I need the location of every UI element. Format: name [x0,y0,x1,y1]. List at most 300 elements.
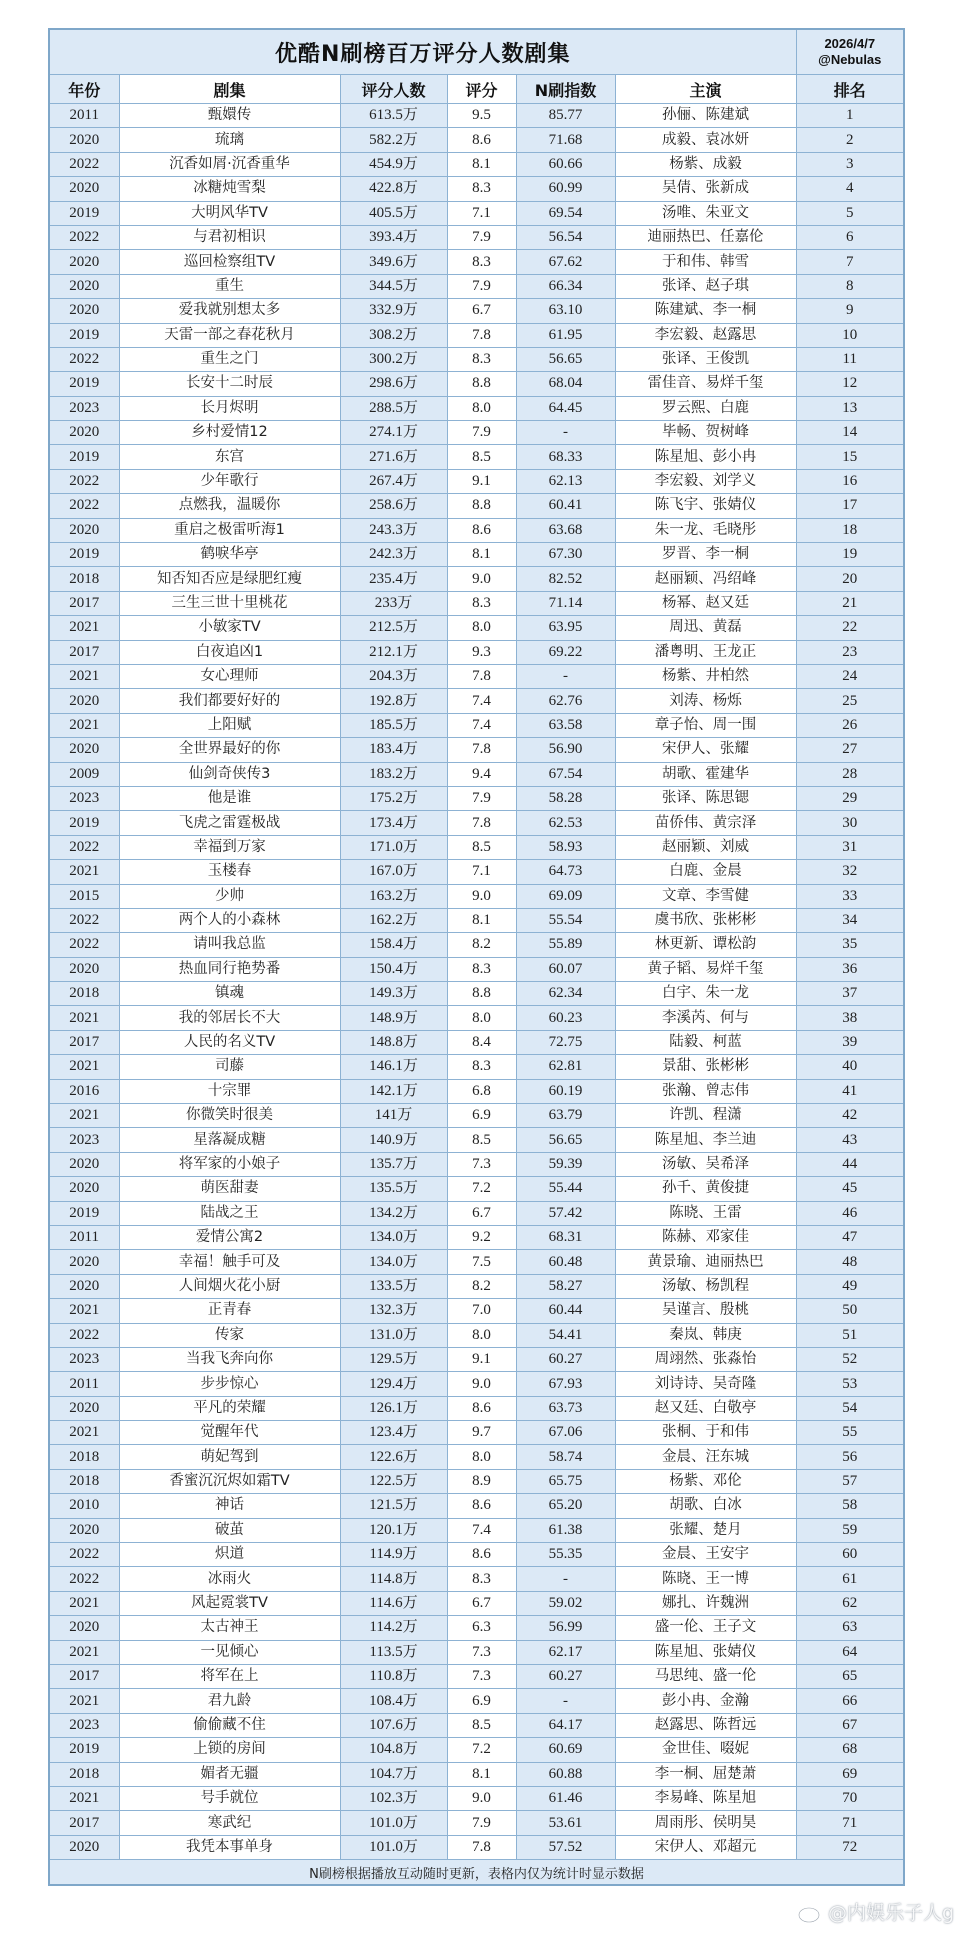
cell-year: 2022 [49,225,119,249]
cell-cast: 周迅、黄磊 [615,616,796,640]
cell-year: 2019 [49,372,119,396]
cell-rating: 8.6 [447,1543,516,1567]
cell-rating: 7.1 [447,201,516,225]
cell-rating-count: 349.6万 [340,250,447,274]
cell-rank: 51 [796,1323,904,1347]
cell-cast: 张译、赵子琪 [615,274,796,298]
cell-rating-count: 173.4万 [340,811,447,835]
cell-series: 香蜜沉沉烬如霜TV [119,1469,340,1493]
cell-rating: 7.3 [447,1665,516,1689]
page-title: 优酷N刷榜百万评分人数剧集 [49,29,796,75]
cell-series: 寒武纪 [119,1811,340,1835]
cell-rating: 8.0 [447,396,516,420]
cell-year: 2022 [49,1567,119,1591]
cell-rating-count: 454.9万 [340,152,447,176]
cell-rating-count: 107.6万 [340,1713,447,1737]
cell-n-index: 68.33 [516,445,615,469]
cell-year: 2022 [49,494,119,518]
cell-year: 2018 [49,1469,119,1493]
cell-rating-count: 150.4万 [340,957,447,981]
cell-series: 鹤唳华亭 [119,543,340,567]
cell-rating-count: 235.4万 [340,567,447,591]
cell-series: 幸福！触手可及 [119,1250,340,1274]
cell-rank: 2 [796,128,904,152]
cell-series: 冰糖炖雪梨 [119,177,340,201]
cell-rating-count: 129.4万 [340,1372,447,1396]
cell-n-index: 55.89 [516,933,615,957]
cell-rating: 8.8 [447,372,516,396]
table-row [49,1616,904,1640]
cell-n-index: 66.34 [516,274,615,298]
cell-n-index: 54.41 [516,1323,615,1347]
cell-cast: 文章、李雪健 [615,884,796,908]
cell-n-index: 57.42 [516,1201,615,1225]
cell-year: 2020 [49,738,119,762]
cell-rank: 3 [796,152,904,176]
table-row [49,372,904,396]
cell-n-index: 56.65 [516,347,615,371]
table-row [49,1006,904,1030]
cell-year: 2017 [49,640,119,664]
table-row [49,908,904,932]
table-row [49,1177,904,1201]
cell-year: 2021 [49,1055,119,1079]
cell-cast: 胡歌、白冰 [615,1494,796,1518]
cell-series: 陆战之王 [119,1201,340,1225]
cell-rating: 7.8 [447,811,516,835]
cell-year: 2020 [49,1835,119,1859]
cell-n-index: 60.07 [516,957,615,981]
table-row [49,1469,904,1493]
cell-cast: 罗晋、李一桐 [615,543,796,567]
cell-series: 女心理师 [119,664,340,688]
cell-rank: 23 [796,640,904,664]
cell-cast: 胡歌、霍建华 [615,762,796,786]
cell-rank: 13 [796,396,904,420]
cell-rank: 37 [796,982,904,1006]
cell-cast: 杨紫、成毅 [615,152,796,176]
cell-rank: 50 [796,1299,904,1323]
cell-cast: 罗云熙、白鹿 [615,396,796,420]
stamp-date: 2026/4/7 [824,36,876,51]
cell-rank: 17 [796,494,904,518]
cell-rating-count: 613.5万 [340,104,447,128]
cell-n-index: - [516,1567,615,1591]
cell-cast: 李一桐、屈楚萧 [615,1762,796,1786]
cell-rank: 32 [796,860,904,884]
cell-year: 2021 [49,713,119,737]
cell-rating-count: 126.1万 [340,1396,447,1420]
cell-year: 2022 [49,469,119,493]
cell-cast: 陈星旭、彭小冉 [615,445,796,469]
cell-cast: 孙俪、陈建斌 [615,104,796,128]
cell-series: 十宗罪 [119,1079,340,1103]
cell-n-index: 58.93 [516,835,615,859]
header-row [49,75,904,104]
cell-cast: 李宏毅、刘学义 [615,469,796,493]
date-author-stamp [796,29,904,75]
cell-rating: 7.8 [447,323,516,347]
table-row [49,323,904,347]
cell-series: 仙剑奇侠传3 [119,762,340,786]
cell-n-index: 72.75 [516,1030,615,1054]
cell-rating: 8.0 [447,1006,516,1030]
cell-year: 2023 [49,396,119,420]
cell-series: 步步惊心 [119,1372,340,1396]
cell-rating: 8.5 [447,1713,516,1737]
cell-cast: 娜扎、许魏洲 [615,1591,796,1615]
cell-rank: 5 [796,201,904,225]
table-row [49,104,904,128]
cell-rating-count: 274.1万 [340,421,447,445]
cell-cast: 林更新、谭松韵 [615,933,796,957]
cell-series: 一见倾心 [119,1640,340,1664]
table-row [49,469,904,493]
table-row [49,1665,904,1689]
cell-series: 号手就位 [119,1786,340,1810]
stamp-author: @Nebulas [818,52,882,67]
cell-rating-count: 148.8万 [340,1030,447,1054]
cell-n-index: 63.73 [516,1396,615,1420]
cell-rank: 10 [796,323,904,347]
cell-rank: 8 [796,274,904,298]
cell-n-index: 64.17 [516,1713,615,1737]
cell-rating: 7.4 [447,689,516,713]
cell-rating-count: 163.2万 [340,884,447,908]
cell-rating: 6.8 [447,1079,516,1103]
cell-year: 2020 [49,518,119,542]
cell-year: 2020 [49,689,119,713]
cell-rank: 40 [796,1055,904,1079]
cell-series: 飞虎之雷霆极战 [119,811,340,835]
cell-year: 2020 [49,177,119,201]
cell-n-index: 56.99 [516,1616,615,1640]
cell-n-index: 59.02 [516,1591,615,1615]
table-row [49,1811,904,1835]
cell-rank: 9 [796,299,904,323]
cell-series: 将军家的小娘子 [119,1152,340,1176]
cell-n-index: 60.48 [516,1250,615,1274]
table-row [49,957,904,981]
table-row [49,1738,904,1762]
cell-series: 他是谁 [119,786,340,810]
footer-note: N刷榜根据播放互动随时更新，表格内仅为统计时显示数据 [49,1860,904,1886]
cell-year: 2017 [49,1665,119,1689]
cell-cast: 刘涛、杨烁 [615,689,796,713]
cell-rating: 8.2 [447,933,516,957]
cell-cast: 赵丽颖、冯绍峰 [615,567,796,591]
cell-cast: 盛一伦、王子文 [615,1616,796,1640]
cell-n-index: 65.75 [516,1469,615,1493]
cell-rank: 1 [796,104,904,128]
cell-rank: 45 [796,1177,904,1201]
cell-year: 2019 [49,543,119,567]
cell-year: 2010 [49,1494,119,1518]
cell-rating: 9.4 [447,762,516,786]
cell-cast: 汤敏、杨凯程 [615,1274,796,1298]
cell-rank: 64 [796,1640,904,1664]
cell-series: 冰雨火 [119,1567,340,1591]
cell-cast: 张耀、楚月 [615,1518,796,1542]
cell-cast: 苗侨伟、黄宗泽 [615,811,796,835]
table-row [49,518,904,542]
cell-cast: 陈飞宇、张婧仪 [615,494,796,518]
cell-series: 萌医甜妻 [119,1177,340,1201]
cell-n-index: 58.74 [516,1445,615,1469]
cell-rank: 29 [796,786,904,810]
ranking-table-container [48,28,903,1886]
table-row [49,1274,904,1298]
cell-rank: 46 [796,1201,904,1225]
cell-rank: 47 [796,1225,904,1249]
table-row [49,177,904,201]
cell-rating-count: 422.8万 [340,177,447,201]
cell-series: 白夜追凶1 [119,640,340,664]
cell-cast: 雷佳音、易烊千玺 [615,372,796,396]
cell-rating: 9.0 [447,1372,516,1396]
table-row [49,421,904,445]
cell-series: 君九龄 [119,1689,340,1713]
cell-series: 请叫我总监 [119,933,340,957]
table-row [49,616,904,640]
cell-n-index: 56.90 [516,738,615,762]
cell-rank: 36 [796,957,904,981]
cell-rating: 6.9 [447,1689,516,1713]
table-row [49,738,904,762]
cell-cast: 毕畅、贺树峰 [615,421,796,445]
cell-n-index: 71.68 [516,128,615,152]
cell-n-index: 62.17 [516,1640,615,1664]
cell-n-index: 60.27 [516,1665,615,1689]
cell-rating-count: 183.2万 [340,762,447,786]
cell-rating-count: 344.5万 [340,274,447,298]
cell-cast: 陈星旭、李兰迪 [615,1128,796,1152]
cell-n-index: 67.06 [516,1421,615,1445]
cell-n-index: 69.09 [516,884,615,908]
cell-rating: 7.9 [447,225,516,249]
cell-year: 2021 [49,1640,119,1664]
cell-rank: 31 [796,835,904,859]
cell-year: 2021 [49,1006,119,1030]
cell-n-index: 67.93 [516,1372,615,1396]
cell-year: 2018 [49,567,119,591]
cell-year: 2020 [49,957,119,981]
table-row [49,1835,904,1859]
cell-rank: 39 [796,1030,904,1054]
cell-year: 2019 [49,1738,119,1762]
cell-rank: 70 [796,1786,904,1810]
table-row [49,1201,904,1225]
cell-rating-count: 104.7万 [340,1762,447,1786]
cell-rating: 8.0 [447,1323,516,1347]
cell-n-index: 60.23 [516,1006,615,1030]
cell-cast: 杨幂、赵又廷 [615,591,796,615]
cell-rating: 7.2 [447,1738,516,1762]
cell-rating: 8.3 [447,1567,516,1591]
cell-rating-count: 129.5万 [340,1347,447,1371]
cell-series: 三生三世十里桃花 [119,591,340,615]
cell-rating: 6.9 [447,1104,516,1128]
cell-series: 长安十二时辰 [119,372,340,396]
cell-cast: 孙千、黄俊捷 [615,1177,796,1201]
cell-n-index: 61.46 [516,1786,615,1810]
cell-rating-count: 149.3万 [340,982,447,1006]
cell-cast: 白鹿、金晨 [615,860,796,884]
cell-rating-count: 110.8万 [340,1665,447,1689]
table-row [49,1030,904,1054]
cell-cast: 李溪芮、何与 [615,1006,796,1030]
cell-year: 2022 [49,908,119,932]
table-row [49,1762,904,1786]
cell-n-index: 69.54 [516,201,615,225]
cell-year: 2021 [49,1299,119,1323]
cell-rating: 8.3 [447,347,516,371]
cell-year: 2017 [49,591,119,615]
cell-cast: 金晨、汪东城 [615,1445,796,1469]
cell-rating: 8.4 [447,1030,516,1054]
cell-cast: 张译、王俊凯 [615,347,796,371]
table-row [49,567,904,591]
cell-cast: 迪丽热巴、任嘉伦 [615,225,796,249]
cell-series: 乡村爱情12 [119,421,340,445]
table-row [49,1396,904,1420]
table-row [49,1591,904,1615]
table-row [49,1055,904,1079]
table-row [49,1225,904,1249]
cell-rating: 8.8 [447,982,516,1006]
table-row [49,201,904,225]
cell-year: 2018 [49,982,119,1006]
cell-rank: 72 [796,1835,904,1859]
cell-cast: 潘粤明、王龙正 [615,640,796,664]
cell-rank: 24 [796,664,904,688]
cell-n-index: 63.58 [516,713,615,737]
cell-rank: 68 [796,1738,904,1762]
cell-cast: 陆毅、柯蓝 [615,1030,796,1054]
table-row [49,811,904,835]
cell-year: 2015 [49,884,119,908]
cell-rating-count: 267.4万 [340,469,447,493]
cell-rank: 21 [796,591,904,615]
ranking-table [48,28,905,1886]
table-row [49,1689,904,1713]
table-row [49,299,904,323]
table-row [49,396,904,420]
cell-year: 2022 [49,1543,119,1567]
cell-series: 萌妃驾到 [119,1445,340,1469]
cell-series: 觉醒年代 [119,1421,340,1445]
table-row [49,1445,904,1469]
cell-rank: 38 [796,1006,904,1030]
cell-rating-count: 114.6万 [340,1591,447,1615]
cell-series: 重生之门 [119,347,340,371]
cell-rank: 43 [796,1128,904,1152]
cell-rating: 8.3 [447,250,516,274]
cell-rank: 49 [796,1274,904,1298]
cell-n-index: 67.62 [516,250,615,274]
table-row [49,713,904,737]
cell-rating: 7.8 [447,664,516,688]
cell-n-index: 61.38 [516,1518,615,1542]
cell-series: 将军在上 [119,1665,340,1689]
table-row [49,1104,904,1128]
cell-year: 2022 [49,152,119,176]
cell-n-index: 55.44 [516,1177,615,1201]
cell-rating-count: 142.1万 [340,1079,447,1103]
cell-rank: 41 [796,1079,904,1103]
table-row [49,884,904,908]
cell-rating: 6.7 [447,299,516,323]
cell-n-index: 68.04 [516,372,615,396]
cell-rank: 16 [796,469,904,493]
cell-rating-count: 148.9万 [340,1006,447,1030]
cell-rank: 27 [796,738,904,762]
cell-n-index: 53.61 [516,1811,615,1835]
cell-rating: 9.5 [447,104,516,128]
cell-rating-count: 192.8万 [340,689,447,713]
cell-rank: 61 [796,1567,904,1591]
cell-series: 星落凝成糖 [119,1128,340,1152]
cell-series: 琉璃 [119,128,340,152]
table-row [49,494,904,518]
cell-series: 司藤 [119,1055,340,1079]
cell-year: 2019 [49,1201,119,1225]
cell-n-index: 60.27 [516,1347,615,1371]
cell-n-index: 59.39 [516,1152,615,1176]
cell-rating-count: 171.0万 [340,835,447,859]
cell-year: 2023 [49,1347,119,1371]
cell-n-index: 63.79 [516,1104,615,1128]
cell-rating: 7.3 [447,1640,516,1664]
table-row [49,445,904,469]
cell-n-index: 55.35 [516,1543,615,1567]
cell-rank: 28 [796,762,904,786]
table-row [49,689,904,713]
cell-rating-count: 271.6万 [340,445,447,469]
cell-series: 巡回检察组TV [119,250,340,274]
cell-rank: 58 [796,1494,904,1518]
cell-cast: 吴谨言、殷桃 [615,1299,796,1323]
cell-rating: 7.9 [447,421,516,445]
cell-rating-count: 108.4万 [340,1689,447,1713]
cell-rating: 7.1 [447,860,516,884]
cell-rank: 42 [796,1104,904,1128]
cell-rank: 30 [796,811,904,835]
cell-series: 重生 [119,274,340,298]
table-row [49,250,904,274]
cell-series: 上锁的房间 [119,1738,340,1762]
cell-series: 热血同行艳势番 [119,957,340,981]
table-row [49,1494,904,1518]
cell-cast: 陈晓、王一博 [615,1567,796,1591]
cell-series: 人民的名义TV [119,1030,340,1054]
cell-n-index: 61.95 [516,323,615,347]
weibo-watermark [798,1898,954,1925]
cell-rating: 9.7 [447,1421,516,1445]
cell-n-index: 68.31 [516,1225,615,1249]
cell-n-index: - [516,1689,615,1713]
cell-series: 玉楼春 [119,860,340,884]
cell-series: 炽道 [119,1543,340,1567]
cell-rating: 9.1 [447,1347,516,1371]
cell-series: 少年歌行 [119,469,340,493]
cell-rating: 9.1 [447,469,516,493]
cell-rating: 7.4 [447,713,516,737]
table-row [49,1518,904,1542]
cell-cast: 宋伊人、邓超元 [615,1835,796,1859]
cell-cast: 黄子韬、易烊千玺 [615,957,796,981]
table-row [49,860,904,884]
